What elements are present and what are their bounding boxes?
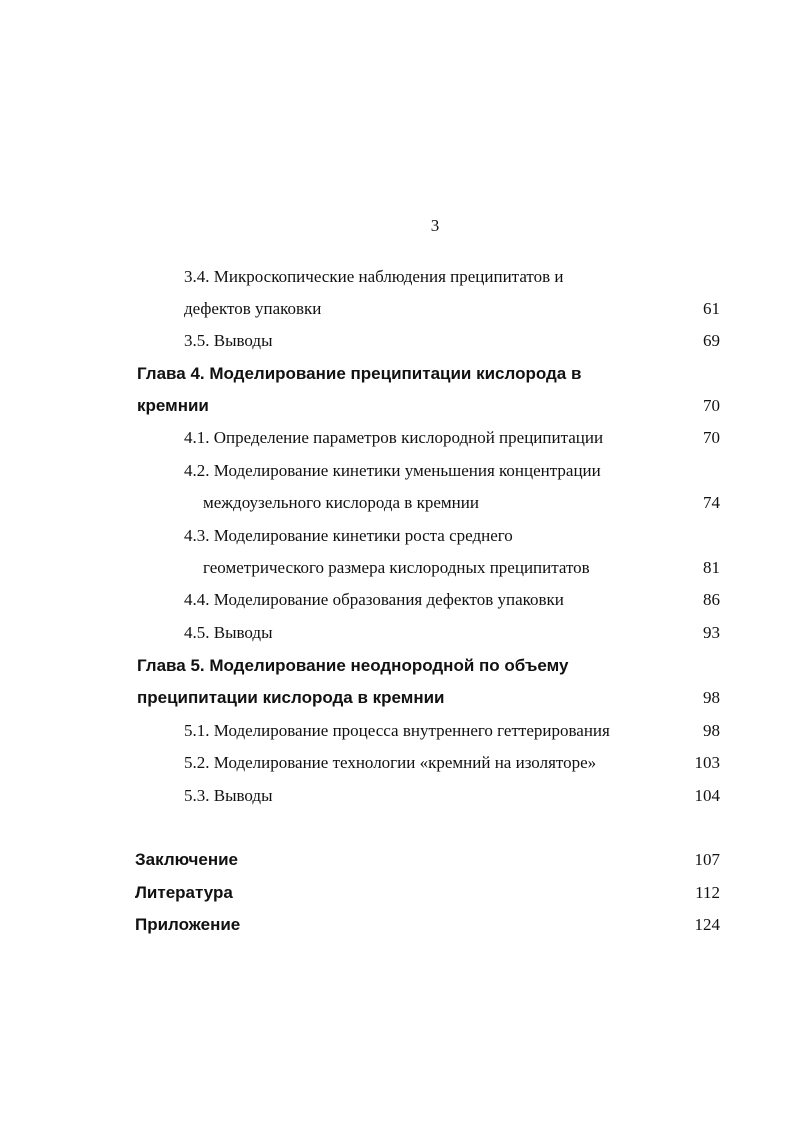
toc-section-5-2: [0, 751, 793, 775]
toc-section-4-1: [0, 426, 793, 450]
toc-chapter-text: Приложение: [135, 915, 241, 934]
toc-chapter-text: Глава 5. Моделирование неоднородной по объему: [137, 656, 569, 675]
toc-page-number: 70: [703, 428, 720, 447]
toc-page-number: 86: [703, 590, 720, 609]
toc-entry-text: дефектов упаковки: [184, 299, 322, 318]
toc-entry-text: 4.4. Моделирование образования дефектов упаковки: [184, 590, 564, 609]
toc-appendix: [0, 913, 793, 937]
toc-section-4-2: [0, 459, 793, 483]
toc-section-4-3: [0, 524, 793, 548]
toc-entry-text: 5.3. Выводы: [184, 786, 273, 805]
toc-page-number: 124: [694, 915, 720, 934]
toc-page-number: 61: [703, 299, 720, 318]
toc-page-number: 103: [694, 753, 720, 772]
toc-section-4-2-cont: [0, 491, 793, 515]
toc-chapter-text: преципитации кислорода в кремнии: [137, 688, 445, 707]
toc-page-number: 70: [703, 396, 720, 415]
toc-chapter-text: Литература: [135, 883, 233, 902]
toc-section-4-4: [0, 588, 793, 612]
toc-section-5-1: [0, 719, 793, 743]
toc-page-number: 93: [703, 623, 720, 642]
toc-page-number: 112: [695, 883, 720, 902]
toc-entry-text: 4.5. Выводы: [184, 623, 273, 642]
toc-section-3-4-cont: [0, 297, 793, 321]
toc-section-5-3: [0, 784, 793, 808]
toc-page-number: 74: [703, 493, 720, 512]
toc-section-4-5: [0, 621, 793, 645]
toc-entry-text: 3.4. Микроскопические наблюдения преципитатов и: [184, 267, 564, 286]
toc-page-number: 69: [703, 331, 720, 350]
toc-page-number: 98: [703, 688, 720, 707]
toc-chapter-text: кремнии: [137, 396, 209, 415]
toc-section-3-5: [0, 329, 793, 353]
toc-section-4-3-cont: [0, 556, 793, 580]
toc-entry-text: геометрического размера кислородных преципитатов: [203, 558, 590, 577]
toc-entry-text: 5.1. Моделирование процесса внутреннего геттерирования: [184, 721, 610, 740]
toc-chapter-5: [0, 654, 793, 678]
page-number: 3: [430, 216, 440, 235]
toc-entry-text: 4.1. Определение параметров кислородной преципитации: [184, 428, 604, 447]
toc-page-number: 81: [703, 558, 720, 577]
toc-chapter-4: [0, 362, 793, 386]
toc-chapter-text: Заключение: [135, 850, 238, 869]
toc-page-number: 98: [703, 721, 720, 740]
toc-conclusion: [0, 848, 793, 872]
toc-entry-text: междоузельного кислорода в кремнии: [203, 493, 479, 512]
toc-entry-text: 4.2. Моделирование кинетики уменьшения концентрации: [184, 461, 601, 480]
toc-page-number: 104: [694, 786, 720, 805]
toc-entry-text: 3.5. Выводы: [184, 331, 273, 350]
toc-entry-text: 4.3. Моделирование кинетики роста среднего: [184, 526, 513, 545]
toc-chapter-4-cont: [0, 394, 793, 418]
toc-chapter-5-cont: [0, 686, 793, 710]
toc-chapter-text: Глава 4. Моделирование преципитации кислорода в: [137, 364, 582, 383]
toc-section-3-4: [0, 265, 793, 289]
toc-entry-text: 5.2. Моделирование технологии «кремний на изоляторе»: [184, 753, 597, 772]
toc-literature: [0, 881, 793, 905]
toc-page-number: 107: [694, 850, 720, 869]
